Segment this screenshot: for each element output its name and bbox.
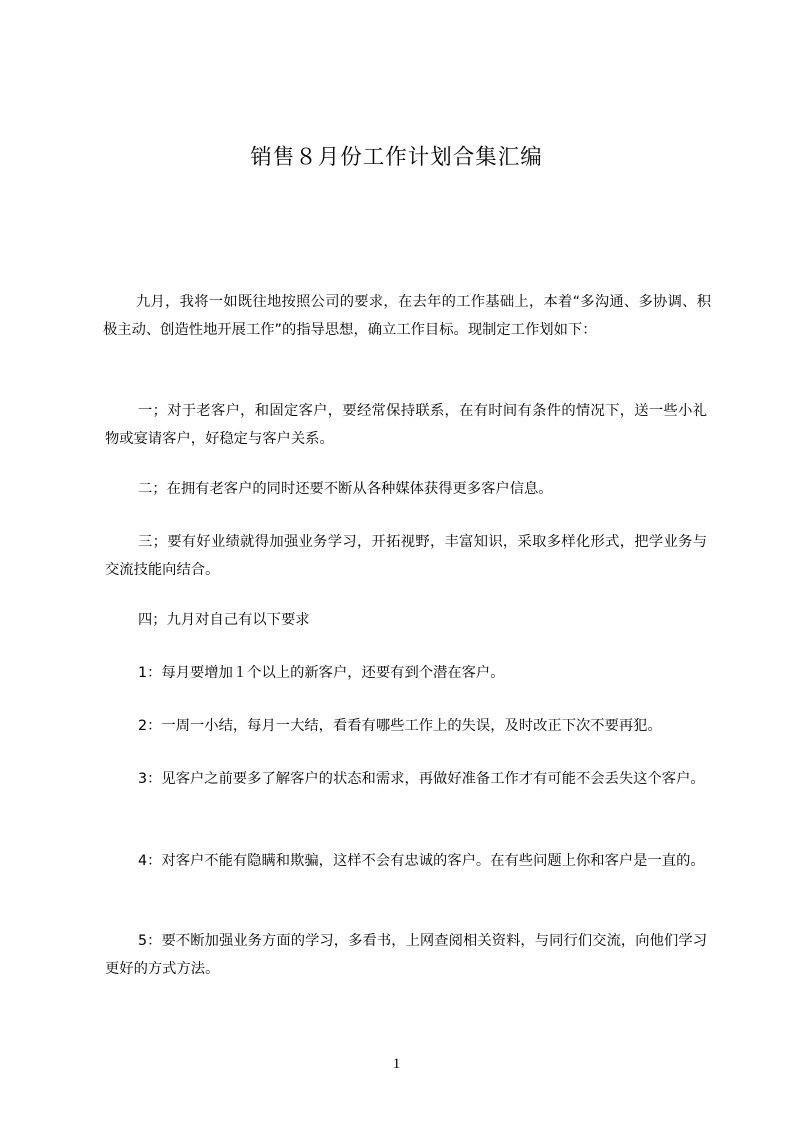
requirement-3: 3：见客户之前要多了解客户的状态和需求，再做好准备工作才有可能不会丢失这个客户。 [138, 771, 705, 787]
requirement-4: 4：对客户不能有隐瞒和欺骗，这样不会有忠诚的客户。在有些问题上你和客户是一直的。 [138, 853, 705, 869]
paragraph-item-1: 一；对于老客户，和固定客户，要经常保持联系，在有时间有条件的情况下，送一些小礼物或宴请客户，好稳定与客户关系。 [105, 403, 707, 447]
paragraph-item-3: 三；要有好业绩就得加强业务学习，开拓视野，丰富知识，采取多样化形式，把学业务与交流技能向结合。 [105, 534, 707, 578]
paragraph-item-2: 二；在拥有老客户的同时还要不断从各种媒体获得更多客户信息。 [138, 481, 553, 497]
requirement-1: 1：每月要增加１个以上的新客户，还要有到个潜在客户。 [138, 665, 505, 681]
page-number: 1 [392, 1056, 401, 1072]
requirement-2: 2：一周一小结，每月一大结，看看有哪些工作上的失误，及时改正下次不要再犯。 [138, 718, 662, 734]
paragraph-intro: 九月，我将一如既往地按照公司的要求，在去年的工作基础上，本着“多沟通、多协调、积极主动、创造性地开展工作”的指导思想，确立工作目标。现制定工作划如下： [103, 294, 711, 338]
requirement-5: 5：要不断加强业务方面的学习，多看书，上网查阅相关资料，与同行们交流，向他们学习更好的方式方法。 [105, 933, 707, 977]
paragraph-item-4: 四；九月对自己有以下要求 [138, 612, 310, 628]
document-title: 销售８月份工作计划合集汇编 [250, 145, 543, 170]
